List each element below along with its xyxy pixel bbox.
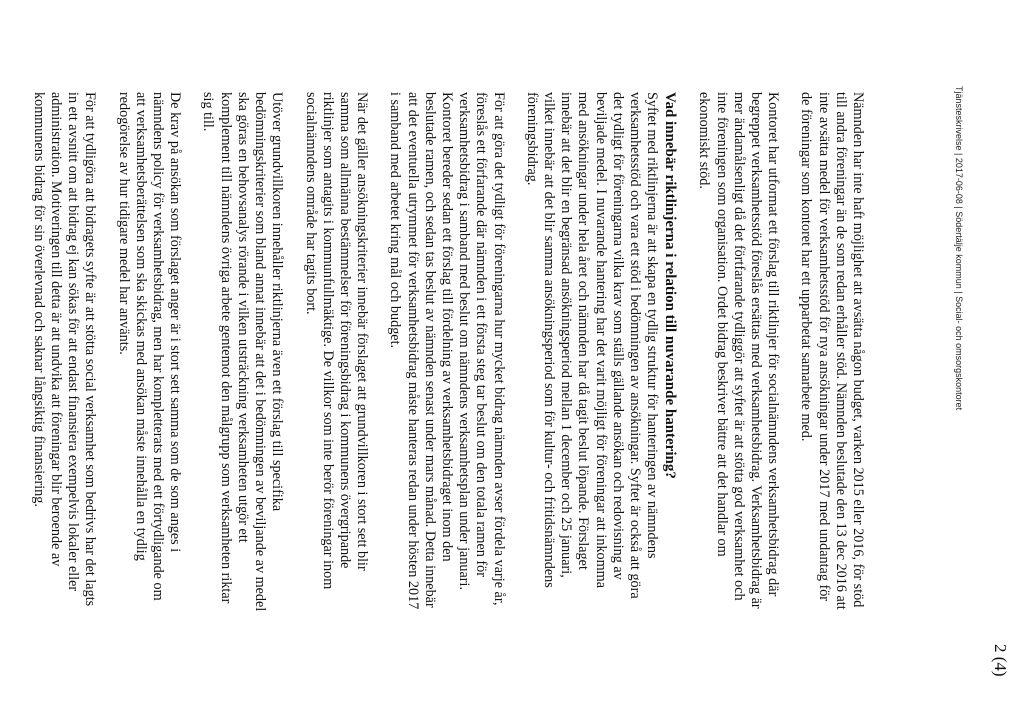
paragraph: Utöver grundvillkoren innehåller riktlinjerna även ett förslag till specifika bedömningskriterier som bland annat innebär att det i bedömningen av beviljande av medel ska göras en behovsanalys rörande i vilken utsträckning verksamheten utgör ett komplement till nämndens övriga arbete gentemot den målgrupp som verksamheten riktar sig till. <box>200 92 286 612</box>
paragraph: För att göra det tydligt för föreningarna hur mycket bidrag nämnden avser fördela varje år, föreslås ett förfarande där nämnden i ett första steg tar beslut om den totala ramen för verksamhetsbidrag i samband med beslut om nämndens verksamhetsplan under januari. Kontoret bereder sedan ett förslag till fördelning av verksamhetsbidraget inom den beslutade ramen, och sedan tas beslut av nämnden senast under mars månad. Detta innebär att det eventuella utrymmet för verksamhetsbidrag måste hanteras redan under hösten 2017 i samband med arbetet kring mål och budget. <box>387 92 507 610</box>
paragraph: Nämnden har inte haft möjlighet att avsätta någon budget, varken 2015 eller 2016, för stöd till andra föreningar än de som redan erhåller stöd. Nämnden beslutade den 13 dec 2016 att inte avsätta medel för verksamhetsstöd för nya ansökningar under 2017 med undantag för de föreningar som kontoret har ett upparbetat samarbete med. <box>798 92 866 610</box>
document-header-sidebar: Tjänsteskrivelse | 2017-06-08 | Södertälje kommun | Social- och omsorgskontoret <box>954 86 964 411</box>
section-heading: Vad innebär riktlinjerna i relation till nuvarande hantering? <box>662 92 679 479</box>
document-body <box>14 92 866 612</box>
paragraph: De krav på ansökan som förslaget anger är i stort sett samma som de som anges i nämndens policy för verksamhetsbidrag, men har kompletterats med ett förtydligande om att verksamhetsberättelsen som ska skickas med ansökan måste innehålla en tydlig redogörelse av hur tidigare medel har använts. <box>115 92 184 601</box>
page-number: 2 (4) <box>991 644 1010 677</box>
paragraph: Syftet med riktlinjerna är att skapa en tydlig struktur för hanteringen av nämndens verksamhetsstöd och vara ett stöd i bedömningen av ansökningar. Syftet är också att göra det tydligt för föreningarna vilka krav som ställs gällande ansökan och redovisning av beviljade medel. I nuvarande hantering har det varit möjligt för föreningar att inkomma med ansökningar under hela året och nämnden har då tagit beslut löpande. Förslaget innebär att det blir en begränsad ansökningsperiod mellan 1 december och 25 januari, vilket innebär att det blir samma ansökningsperiod som för kultur- och fritidsnämndens föreningsbidrag. <box>523 92 661 599</box>
paragraph: När det gäller ansökningskriterier innebär förslaget att grundvillkoren i stort sett blir samma som allmänna bestämmelser för föreningsbidrag i kommunens övergripande riktlinjer som antagits i kommunfullmäktige. De villkor som inte berör föreningar inom socialnämndens område har tagits bort. <box>302 92 371 590</box>
paragraph: Kontoret har utformat ett förslag till riktlinjer för socialnämndens verksamhetsbidrag där begreppet verksamhetsstöd föreslås ersättas med verksamhetsbidrag. Verksamhetsbidrag är mer ändamålsenligt då det förtfarande tydliggör att syftet är att stötta god verksamhet och inte föreningen som organisation. Ordet bidrag beskriver bättre att det handlar om ekonomiskt stöd. <box>696 92 782 609</box>
paragraph: För att tydligöra att bidragets syfte är att stötta social verksamhet som bedrivs har det lagts in ett avsnitt om att bidrag ej kan sökas för att endast finansiera exempelvis lokaler eller administration. Motiveringen till detta är att undvika att föreningar blir beroende av kommunens bidrag för sin överlevnad och saknar långsiktig finansiering. <box>30 92 99 607</box>
